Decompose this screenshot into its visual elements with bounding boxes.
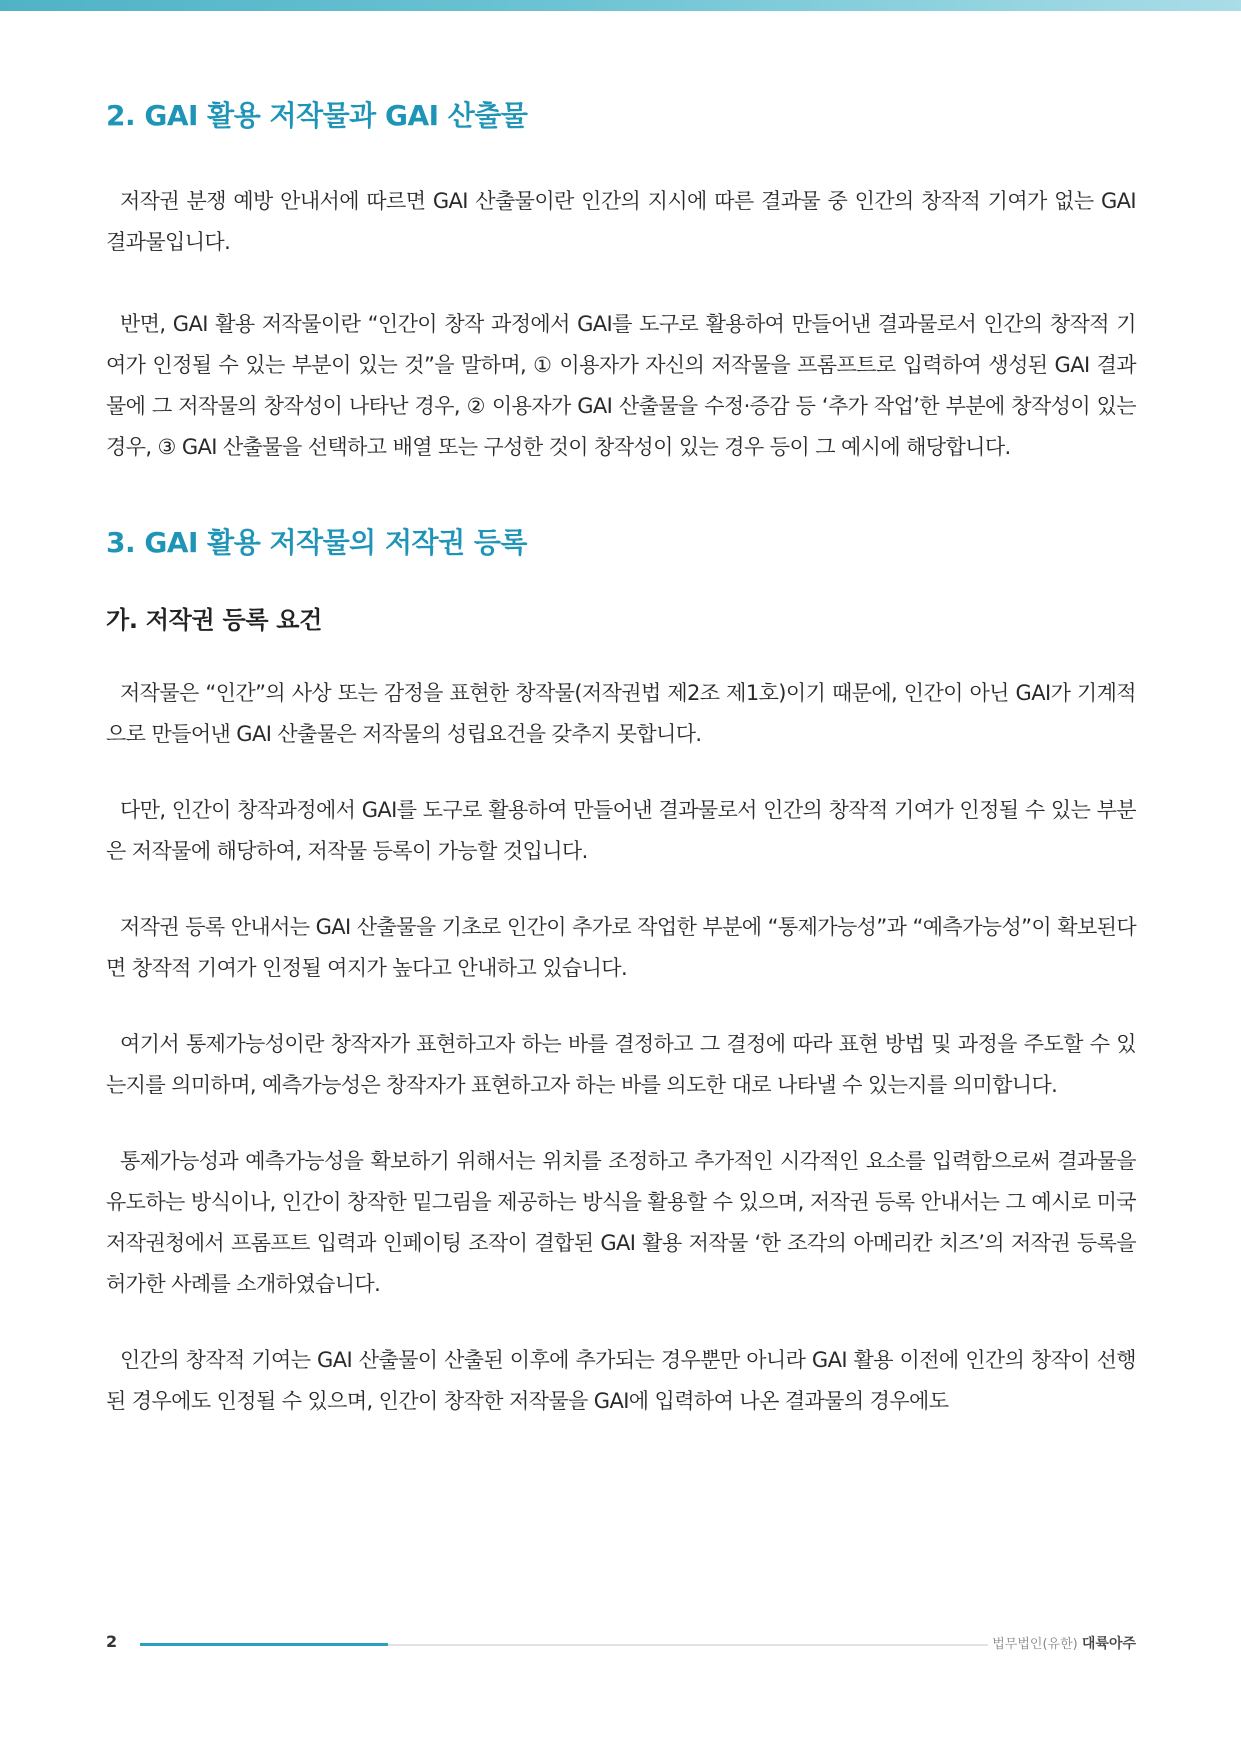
section-2-paragraph-1: 저작권 분쟁 예방 안내서에 따르면 GAI 산출물이란 인간의 지시에 따른 결과물 중 인간의 창작적 기여가 없는 GAI 결과물입니다. [106,189,1136,254]
footer-firm-prefix: 법무법인(유한) [992,1637,1078,1652]
section-2-paragraph-2: 반면, GAI 활용 저작물이란 “인간이 창작 과정에서 GAI를 도구로 활용하여 만들어낸 결과물로서 인간의 창작적 기여가 인정될 수 있는 부분이 있는 것”을 말하며, ① 이용자가 자신의 저작물을 프롬프트로 입력하여 생성된 GAI 결과물에 그 저작물의 창작성이 나타난 경우, ② 이용자가 GAI 산출물을 수정·증감 등 ‘추가 작업’한 부분에 창작성이 있는 경우, ③ GAI 산출물을 선택하고 배열 또는 구성한 것이 창작성이 있는 경우 등이 그 예시에 해당합니다. [106,312,1136,459]
page-content [106,96,1136,1422]
section-3-paragraph-3: 저작권 등록 안내서는 GAI 산출물을 기초로 인간이 추가로 작업한 부분에 “통제가능성”과 “예측가능성”이 확보된다면 창작적 기여가 인정될 여지가 높다고 안내하고 있습니다. [106,915,1136,980]
section-3-heading: 3. GAI 활용 저작물의 저작권 등록 [106,526,527,559]
page-footer [106,1628,1136,1658]
top-accent-bar [0,0,1241,11]
section-3-paragraph-4: 여기서 통제가능성이란 창작자가 표현하고자 하는 바를 결정하고 그 결정에 따라 표현 방법 및 과정을 주도할 수 있는지를 의미하며, 예측가능성은 창작자가 표현하고자 하는 바를 의도한 대로 나타낼 수 있는지를 의미합니다. [106,1032,1136,1097]
footer-divider-accent [140,1643,388,1646]
footer-firm-name: 대륙아주 [1081,1636,1136,1652]
section-3-paragraph-2: 다만, 인간이 창작과정에서 GAI를 도구로 활용하여 만들어낸 결과물로서 인간의 창작적 기여가 인정될 수 있는 부분은 저작물에 해당하여, 저작물 등록이 가능할 것입니다. [106,798,1136,863]
section-3-subheading: 가. 저작권 등록 요건 [106,606,323,634]
section-3-paragraph-6: 인간의 창작적 기여는 GAI 산출물이 산출된 이후에 추가되는 경우뿐만 아니라 GAI 활용 이전에 인간의 창작이 선행된 경우에도 인정될 수 있으며, 인간이 창작한 저작물을 GAI에 입력하여 나온 결과물의 경우에도 [106,1348,1136,1413]
footer-firm-brand [992,1633,1136,1653]
section-3-paragraph-5: 통제가능성과 예측가능성을 확보하기 위해서는 위치를 조정하고 추가적인 시각적인 요소를 입력함으로써 결과물을 유도하는 방식이나, 인간이 창작한 밑그림을 제공하는 방식을 활용할 수 있으며, 저작권 등록 안내서는 그 예시로 미국 저작권청에서 프롬프트 입력과 인페이팅 조작이 결합된 GAI 활용 저작물 ‘한 조각의 아메리칸 치즈’의 저작권 등록을 허가한 사례를 소개하였습니다. [106,1149,1136,1296]
page-number: 2 [106,1632,118,1651]
section-3-paragraph-1: 저작물은 “인간”의 사상 또는 감정을 표현한 창작물(저작권법 제2조 제1호)이기 때문에, 인간이 아닌 GAI가 기계적으로 만들어낸 GAI 산출물은 저작물의 성립요건을 갖추지 못합니다. [106,681,1136,746]
section-2-heading: 2. GAI 활용 저작물과 GAI 산출물 [106,99,528,132]
